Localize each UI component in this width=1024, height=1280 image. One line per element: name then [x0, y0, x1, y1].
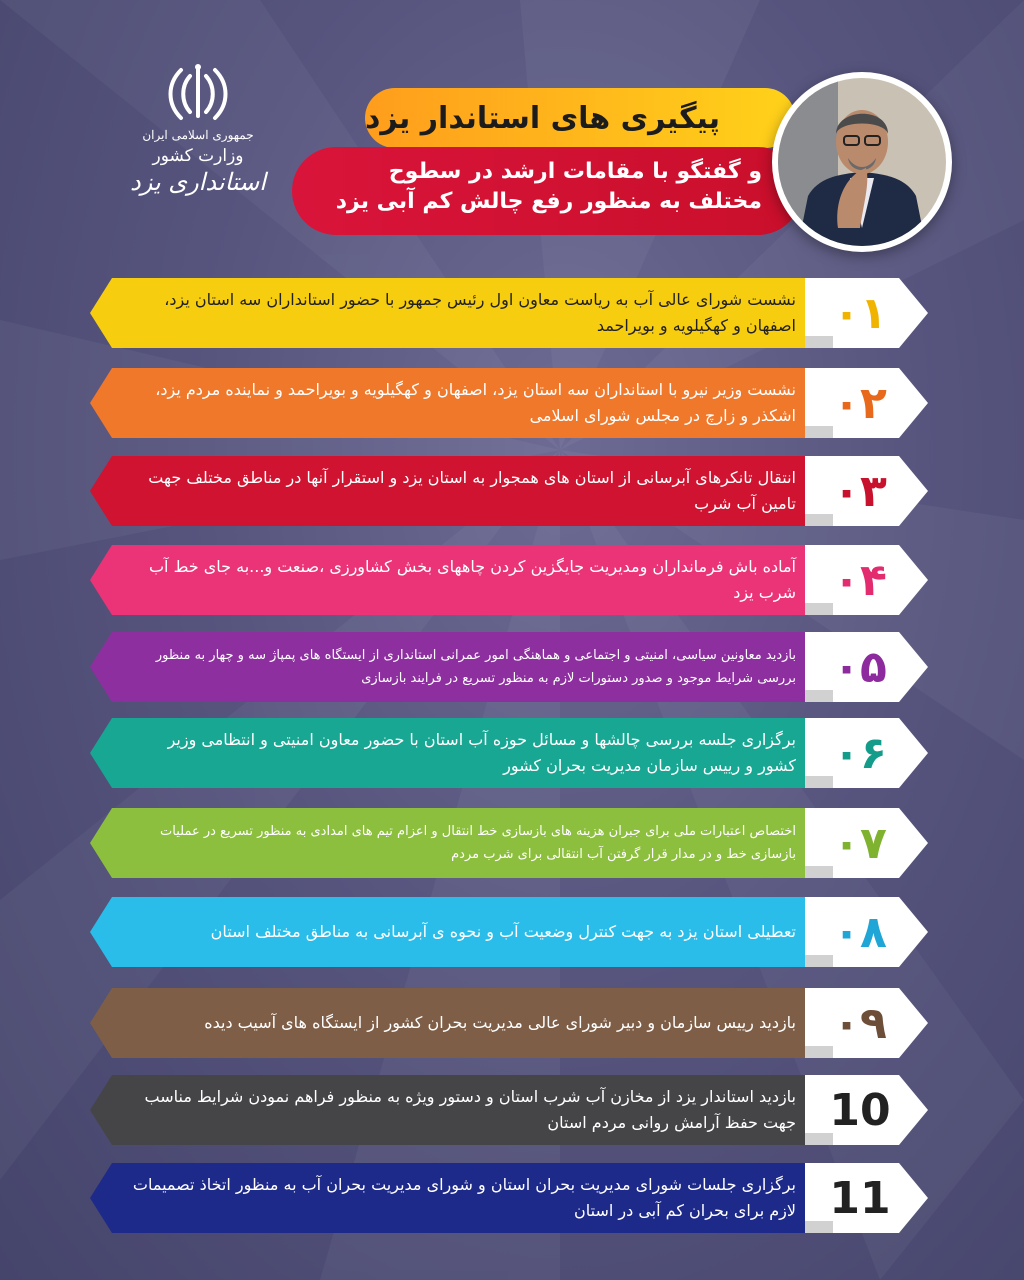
list-item: [90, 278, 928, 348]
item-text: برگزاری جلسه بررسی چالشها و مسائل حوزه آب استان با حضور معاون امنیتی و انتظامی وزیر کشور و رییس سازمان مدیریت بحران کشور: [167, 730, 796, 775]
list-item: [90, 368, 928, 438]
list-item: [90, 718, 928, 788]
title-banner: [365, 88, 795, 148]
page-title: پیگیری های استاندار یزد: [365, 100, 721, 136]
item-number: ۰۴: [833, 554, 887, 606]
logo-line-1: جمهوری اسلامی ایران: [142, 128, 254, 142]
item-number: ۰۵: [833, 641, 887, 693]
item-text: بازدید رییس سازمان و دبیر شورای عالی مدیریت بحران کشور از ایستگاه های آسیب دیده: [204, 1013, 796, 1032]
item-text: نشست شورای عالی آب به ریاست معاون اول رئیس جمهور با حضور استانداران سه استان یزد، اصفهان و کهگیلویه و بویراحمد: [164, 290, 796, 335]
ministry-logo: [118, 62, 278, 232]
iran-emblem-icon: [163, 62, 233, 122]
item-text: آماده باش فرمانداران ومدیریت جایگزین کردن چاههای بخش کشاورزی ،صنعت و...به جای خط آب شرب یزد: [148, 557, 796, 602]
list-item: [90, 456, 928, 526]
list-item: [90, 897, 928, 967]
logo-line-3: استانداری یزد: [130, 168, 266, 196]
item-number: ۰۶: [833, 727, 887, 779]
item-number: 11: [829, 1172, 891, 1224]
subtitle-banner: [292, 147, 802, 235]
item-number: ۰۲: [833, 377, 887, 429]
logo-line-2: وزارت کشور: [152, 146, 244, 166]
item-number: ۰۷: [833, 817, 887, 869]
item-number: ۰۹: [833, 997, 887, 1049]
item-number: ۰۱: [833, 287, 887, 339]
governor-photo: [772, 72, 952, 252]
governor-portrait-icon: [778, 78, 946, 246]
item-number: ۰۳: [833, 465, 887, 517]
list-item: [90, 545, 928, 615]
item-number: 10: [829, 1084, 891, 1136]
subtitle-line-2: مختلف به منظور رفع چالش کم آبی یزد: [335, 189, 762, 214]
item-text: نشست وزیر نیرو با استانداران سه استان یزد، اصفهان و کهگیلویه و بویراحمد و نماینده مردم یزد، اشکذر و زارچ در مجلس شورای اسلامی: [155, 380, 796, 425]
list-item: [90, 808, 928, 878]
subtitle-line-1: و گفتگو با مقامات ارشد در سطوح: [388, 159, 762, 184]
item-number: ۰۸: [833, 906, 887, 958]
item-text: برگزاری جلسات شورای مدیریت بحران استان و شورای مدیریت بحران آب به منظور اتخاذ تصمیمات لازم برای بحران کم آبی در استان: [132, 1175, 796, 1220]
list-item: [90, 632, 928, 702]
item-text: بازدید استاندار یزد از مخازن آب شرب استان و دستور ویژه به منظور فراهم نمودن شرایط مناسب جهت حفظ آرامش روانی مردم استان: [144, 1087, 796, 1132]
item-text: انتقال تانکرهای آبرسانی از استان های همجوار به استان یزد و استقرار آنها در مناطق مختلف جهت تامین آب شرب: [148, 468, 796, 513]
list-item: [90, 988, 928, 1058]
item-text: اختصاص اعتبارات ملی برای جبران هزینه های بازسازی خط انتقال و اعزام تیم های امدادی به منظور تسریع در عملیات بازسازی خط و در مدار قرار گرفتن آب انتقالی برای شرب مردم: [160, 824, 796, 862]
item-text: بازدید معاونین سیاسی، امنیتی و اجتماعی و هماهنگی امور عمرانی استانداری از ایستگاه های پمپاژ سه و چهار به منظور بررسی شرایط موجود و صدور دستورات لازم به منظور تسریع در فرایند بازسازی: [155, 648, 796, 686]
list-item: [90, 1075, 928, 1145]
list-item: [90, 1163, 928, 1233]
item-text: تعطیلی استان یزد به جهت کنترل وضعیت آب و نحوه ی آبرسانی به مناطق مختلف استان: [210, 922, 796, 941]
